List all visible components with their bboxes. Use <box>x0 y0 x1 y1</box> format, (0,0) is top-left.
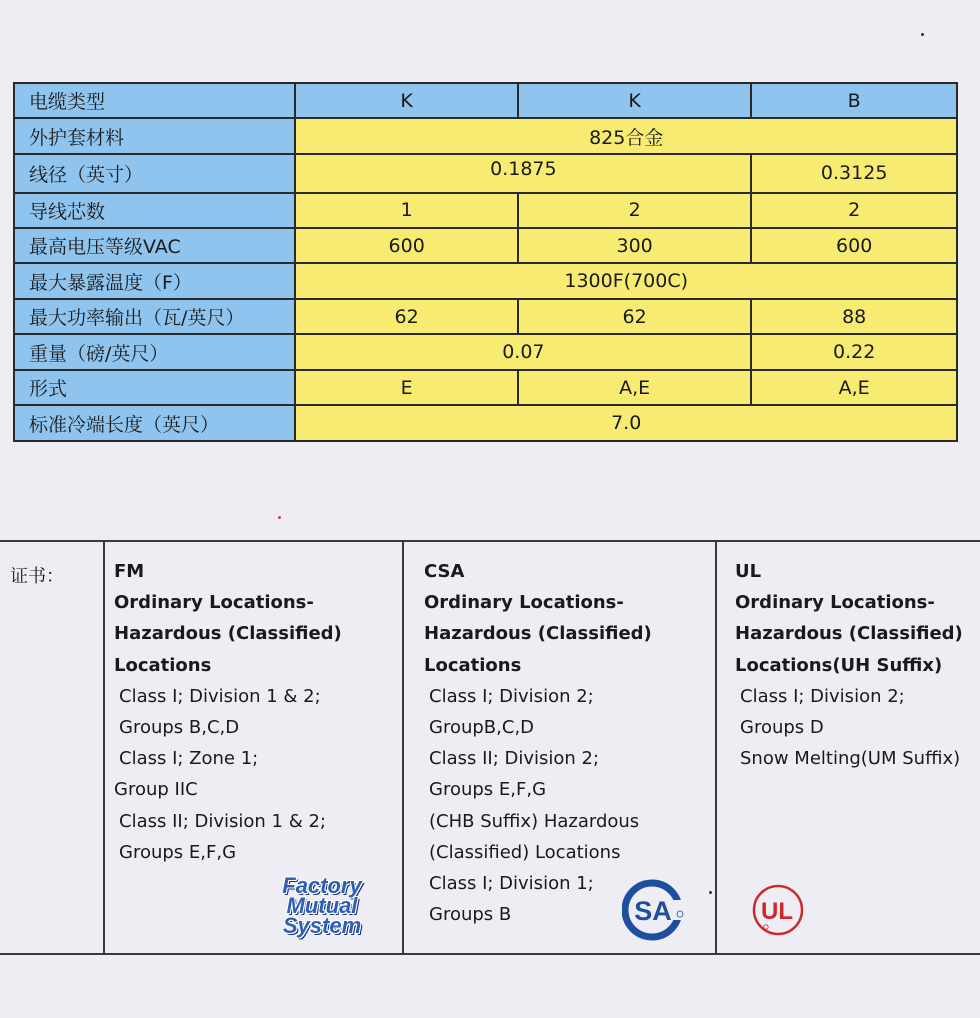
csa-ring-gap <box>670 900 686 920</box>
table-cell: B <box>751 83 957 118</box>
fm-logo-line: System <box>282 913 362 938</box>
table-cell: 62 <box>518 299 751 334</box>
fm-logo-line: Mutual <box>286 893 358 918</box>
row-label: 最大暴露温度（F） <box>14 263 295 298</box>
cert-bold-line: Locations <box>424 654 522 676</box>
cert-bold-line: Hazardous (Classified) <box>424 623 652 645</box>
cert-bold-line: Locations(UH Suffix) <box>735 654 943 676</box>
table-row <box>14 228 957 263</box>
table-cell: 0.1875 <box>295 154 751 193</box>
row-label: 外护套材料 <box>14 118 295 153</box>
cert-line: Groups D <box>740 717 824 739</box>
ul-logo <box>750 882 806 938</box>
table-row <box>14 334 957 369</box>
cert-line: GroupB,C,D <box>429 717 535 739</box>
cert-line: Groups E,F,G <box>119 841 237 863</box>
cert-bold-line: Hazardous (Classified) <box>735 623 963 645</box>
cert-bold-line: Locations <box>114 654 212 676</box>
table-cell: 88 <box>751 299 957 334</box>
fm-certificate <box>114 556 342 868</box>
table-cell: 600 <box>751 228 957 263</box>
speck-dot <box>921 33 924 36</box>
factory-mutual-logo <box>268 873 376 942</box>
cert-line: Groups B <box>429 904 512 926</box>
cert-line: Class II; Division 2; <box>429 748 600 770</box>
table-cell: 62 <box>295 299 517 334</box>
table-cell: 0.22 <box>751 334 957 369</box>
row-label: 线径（英寸） <box>14 154 295 193</box>
csa-logo <box>622 878 686 942</box>
speck-dot <box>709 891 712 894</box>
cert-line: Snow Melting(UM Suffix) <box>740 748 961 770</box>
table-cell: K <box>518 83 751 118</box>
row-label: 最大功率输出（瓦/英尺） <box>14 299 295 334</box>
cert-line: (CHB Suffix) Hazardous <box>429 810 640 832</box>
speck-dot <box>278 516 281 519</box>
cert-name: UL <box>735 561 762 582</box>
table-cell: 600 <box>295 228 517 263</box>
column-divider <box>402 541 404 953</box>
table-cell: 7.0 <box>295 405 957 441</box>
column-divider <box>103 541 105 953</box>
cert-line: Group IIC <box>114 779 198 801</box>
cert-line: Class I; Division 1 & 2; <box>119 685 321 707</box>
cert-line: Class I; Division 2; <box>429 685 594 707</box>
csa-logo-text: SA <box>634 896 672 926</box>
table-cell: 0.07 <box>295 334 751 369</box>
csa-certificate <box>424 556 652 930</box>
table-row <box>14 405 957 441</box>
cert-name: CSA <box>424 561 465 582</box>
table-cell: 2 <box>518 193 751 228</box>
certificates-bottom-rule <box>0 953 980 955</box>
row-label: 重量（磅/英尺） <box>14 334 295 369</box>
ul-certificate <box>735 556 963 774</box>
table-cell: 1300F(700C) <box>295 263 957 298</box>
row-label: 导线芯数 <box>14 193 295 228</box>
table-cell: 2 <box>751 193 957 228</box>
table-row <box>14 193 957 228</box>
row-label: 最高电压等级VAC <box>14 228 295 263</box>
table-row <box>14 118 957 153</box>
table-cell: 1 <box>295 193 517 228</box>
cert-line: Groups E,F,G <box>429 779 547 801</box>
table-row <box>14 83 957 118</box>
table-cell: 825合金 <box>295 118 957 153</box>
cert-bold-line: Ordinary Locations- <box>114 592 314 614</box>
table-cell: K <box>295 83 517 118</box>
row-label: 形式 <box>14 370 295 405</box>
column-divider <box>715 541 717 953</box>
cert-line: Groups B,C,D <box>119 717 240 739</box>
ul-logo-text: UL <box>761 898 793 925</box>
cert-line: Class I; Division 2; <box>740 685 905 707</box>
table-cell: 0.3125 <box>751 154 957 193</box>
registered-mark-icon <box>764 925 768 929</box>
cert-line: Class I; Zone 1; <box>119 748 259 770</box>
cert-bold-line: Hazardous (Classified) <box>114 623 342 645</box>
table-row <box>14 370 957 405</box>
table-row <box>14 299 957 334</box>
spec-table <box>13 82 958 442</box>
cert-line: (Classified) Locations <box>429 841 621 863</box>
table-cell: A,E <box>518 370 751 405</box>
table-cell: E <box>295 370 517 405</box>
certificates-label: 证书： <box>10 566 64 587</box>
table-cell: A,E <box>751 370 957 405</box>
cert-bold-line: Ordinary Locations- <box>735 592 935 614</box>
row-label: 标准冷端长度（英尺） <box>14 405 295 441</box>
table-row <box>14 154 957 193</box>
fm-logo-line: Factory <box>282 873 362 898</box>
cert-bold-line: Ordinary Locations- <box>424 592 624 614</box>
table-cell: 300 <box>518 228 751 263</box>
cert-line: Class I; Division 1; <box>429 873 594 895</box>
table-row <box>14 263 957 298</box>
certificates-top-rule <box>0 540 980 542</box>
cert-line: Class II; Division 1 & 2; <box>119 810 326 832</box>
cert-name: FM <box>114 561 145 582</box>
row-label: 电缆类型 <box>14 83 295 118</box>
